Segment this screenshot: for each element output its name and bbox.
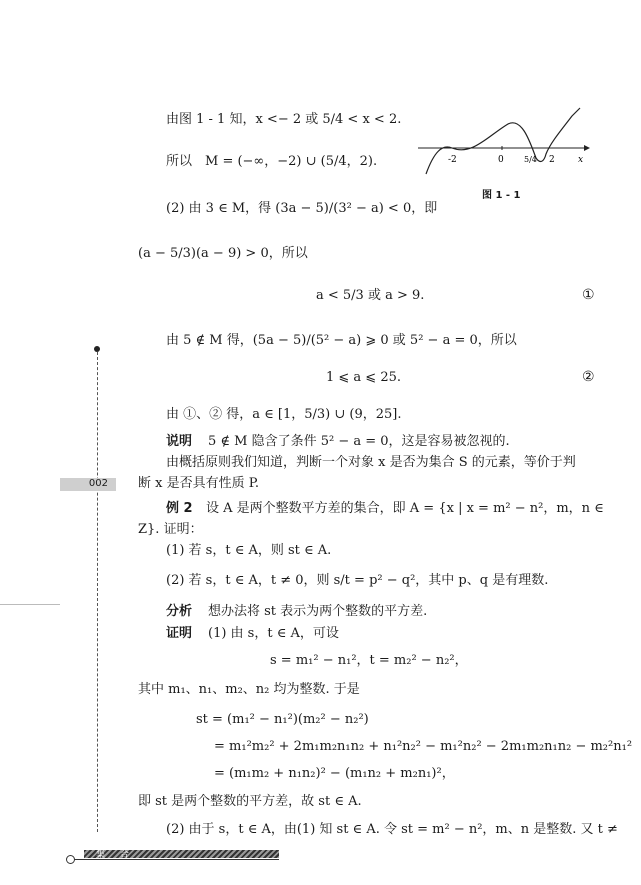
label-fenxi: 分析 [166, 604, 193, 619]
figure-1-1 [412, 104, 592, 184]
text-line-18: s = m₁² − n₁²，t = m₂² − n₂²， [270, 653, 468, 668]
text-line-10: 由概括原则我们知道，判断一个对象 x 是否为集合 S 的元素，等价于判 [166, 455, 576, 470]
text-line-6: 由 5 ∉ M 得，(5a − 5)/(5² − a) ⩾ 0 或 5² − a = 0，所以 [166, 333, 517, 348]
mark-1: ① [582, 287, 595, 303]
footer-text: 集 合 [96, 850, 135, 860]
text-line-16: 想办法将 st 表示为两个整数的平方差. [208, 604, 428, 619]
figure-caption: 图 1 - 1 [482, 190, 521, 201]
text-line-9: 5 ∉ M 隐含了条件 5² − a = 0，这是容易被忽视的. [208, 434, 510, 449]
x-axis-arrow-icon [584, 145, 590, 151]
text-line-21: = m₁²m₂² + 2m₁m₂n₁n₂ + n₁²n₂² − m₁²n₂² − 2m₁m₂n₁n₂ − m₂²n₁² [214, 739, 633, 754]
mark-2: ② [582, 369, 595, 385]
text-line-24: (2) 由于 s，t ∈ A，由(1) 知 st ∈ A. 令 st = m² − n²，m、n 是整数. 又 t ≠ [166, 822, 618, 837]
label-zhengming: 证明 [166, 626, 193, 641]
text-line-23: 即 st 是两个整数的平方差，故 st ∈ A. [138, 794, 362, 809]
text-line-11: 断 x 是否具有性质 P. [138, 476, 259, 491]
text-line-15: (2) 若 s，t ∈ A，t ≠ 0，则 s/t = p² − q²，其中 p、q 是有理数. [166, 573, 549, 588]
text-line-5: a < 5/3 或 a > 9. [316, 288, 425, 303]
text-line-1: 由图 1 - 1 知，x <− 2 或 5/4 < x < 2. [166, 112, 402, 127]
text-line-14: (1) 若 s，t ∈ A，则 st ∈ A. [166, 543, 332, 558]
margin-rule [0, 604, 60, 605]
page-number: 002 [60, 478, 116, 491]
tick-label-0: 0 [498, 155, 504, 165]
text-line-4: (a − 5/3)(a − 9) > 0，所以 [138, 246, 308, 261]
tick-label-neg2: -2 [448, 155, 457, 165]
text-line-8: 由 ①、② 得，a ∈ [1，5/3) ∪ (9，25]. [166, 407, 402, 422]
text-line-17: (1) 由 s，t ∈ A，可设 [208, 626, 339, 641]
text-line-12: 设 A 是两个整数平方差的集合，即 A = {x | x = m² − n²，m，n ∈ [206, 501, 604, 516]
text-line-3: (2) 由 3 ∈ M，得 (3a − 5)/(3² − a) < 0，即 [166, 201, 438, 216]
margin-dashed-line [97, 352, 98, 832]
text-line-7: 1 ⩽ a ⩽ 25. [326, 370, 402, 385]
text-line-20: st = (m₁² − n₁²)(m₂² − n₂²) [196, 712, 369, 727]
tick-label-2: 2 [549, 155, 555, 165]
label-shuoming: 说明 [166, 434, 193, 449]
label-example-2: 例 2 [166, 501, 193, 516]
text-line-22: = (m₁m₂ + n₁n₂)² − (m₁n₂ + m₂n₁)²， [214, 766, 455, 781]
footer-band [84, 850, 279, 858]
axis-label-x: x [578, 155, 584, 165]
text-line-13: Z}. 证明： [138, 522, 203, 537]
text-line-2: 所以 M = (−∞，−2) ∪ (5/4，2). [166, 154, 378, 169]
tick-label-5-4: 5/4 [524, 155, 537, 164]
text-line-19: 其中 m₁、n₁、m₂、n₂ 均为整数. 于是 [138, 682, 360, 697]
